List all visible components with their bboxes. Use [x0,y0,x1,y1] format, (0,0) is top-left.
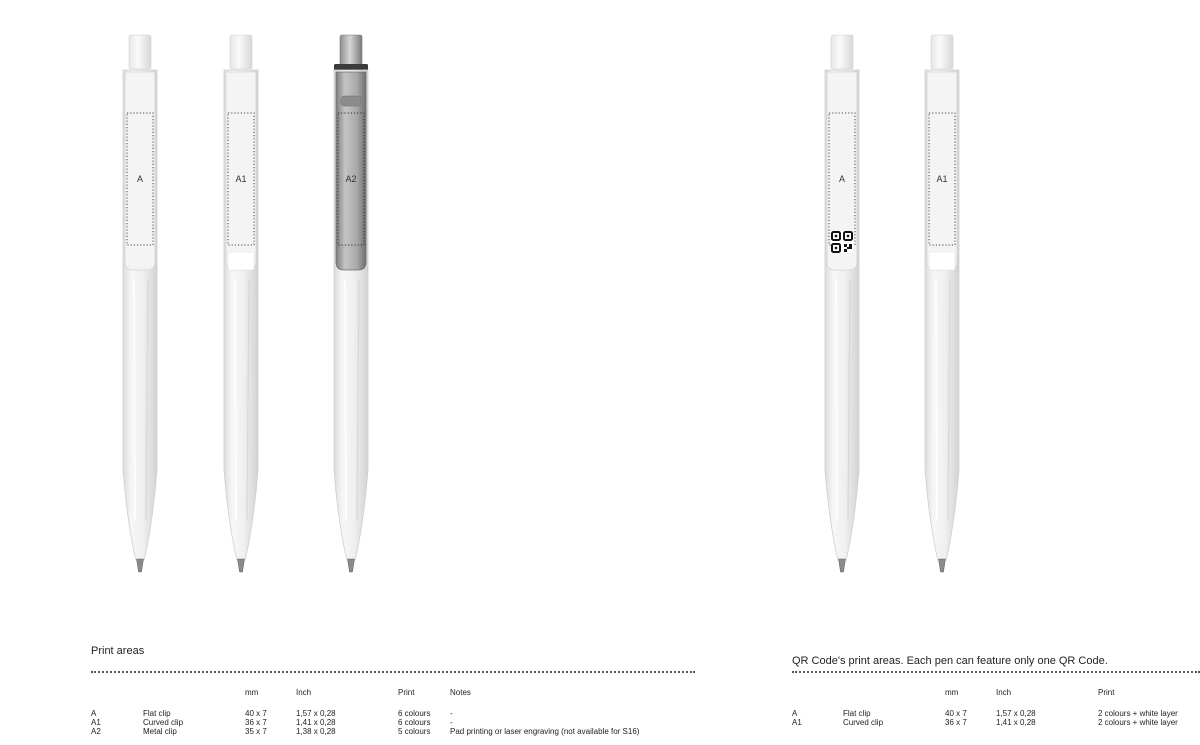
size-inch: 1,57 x 0,28 [296,709,336,718]
column-header [91,687,143,709]
qr-print-areas-table [792,687,1192,727]
column-header-notes: Notes [450,687,471,697]
size-inch: 1,57 x 0,28 [996,709,1036,718]
barrel-highlight [235,280,236,520]
column-header [143,687,245,709]
qr-print-areas-divider [792,671,1200,673]
pen-clip [927,72,957,270]
push-button [129,35,151,69]
table-row [792,709,1192,718]
pen-tip [348,559,355,572]
clip-type: Flat clip [143,709,171,718]
print-area-label: A1 [235,174,247,184]
pen-flat-clip [123,35,157,572]
size-inch: 1,41 x 0,28 [996,718,1036,727]
print-colours: 6 colours [398,718,431,727]
clip-curve [228,252,254,270]
column-header-print: Print [1098,687,1115,697]
print-area-label: A2 [345,174,357,184]
pen-metal-clip [334,35,368,572]
table-row [792,718,1192,727]
size-inch: 1,38 x 0,28 [296,727,336,736]
pen-curved-clip [925,35,959,572]
column-header [792,687,843,709]
table-header-row [792,687,1192,709]
print-area-label: A [136,174,144,184]
print-areas-title: Print areas [91,645,145,657]
pen-curved-clip [224,35,258,572]
table-row [91,709,681,718]
print-area-label: A1 [936,174,948,184]
area-code: A1 [792,718,802,727]
area-code: A1 [91,718,101,727]
push-button [831,35,853,69]
table-row [91,718,681,727]
size-mm: 40 x 7 [945,709,967,718]
table-header-row [91,687,681,709]
column-header-mm: mm [945,687,959,697]
notes: Pad printing or laser engraving (not available for S16) [450,727,640,736]
barrel-highlight [134,280,135,520]
pen-tip [939,559,946,572]
qr-code-icon [831,231,853,253]
notes: - [450,718,453,727]
size-mm: 40 x 7 [245,709,267,718]
print-colours: 6 colours [398,709,431,718]
size-mm: 36 x 7 [945,718,967,727]
pen-clip [125,72,155,270]
column-header [843,687,945,709]
clip-type: Metal clip [143,727,177,736]
barrel-highlight [836,280,837,520]
pen-clip [226,72,256,270]
area-code: A2 [91,727,101,736]
qr-print-areas-title: QR Code's print areas. Each pen can feature only one QR Code. [792,655,1108,667]
column-header-mm: mm [245,687,259,697]
column-header-inch: Inch [296,687,312,697]
area-code: A [91,709,97,718]
size-mm: 35 x 7 [245,727,267,736]
size-mm: 36 x 7 [245,718,267,727]
push-button [230,35,252,69]
column-header-print: Print [398,687,415,697]
print-areas-table [91,687,681,736]
print-area-label: A [838,174,846,184]
area-code: A [792,709,798,718]
size-inch: 1,41 x 0,28 [296,718,336,727]
barrel-highlight [345,280,346,520]
clip-type: Curved clip [843,718,884,727]
print-colours: 5 colours [398,727,431,736]
clip-curve [929,252,955,270]
barrel-highlight [936,280,937,520]
clip-type: Curved clip [143,718,184,727]
push-button [340,35,362,69]
clip-slot [341,96,361,106]
print-areas-divider [91,671,695,673]
notes: - [450,709,453,718]
push-button [931,35,953,69]
pen-tip [137,559,144,572]
pen-tip [238,559,245,572]
print-colours: 2 colours + white layer [1098,709,1178,718]
pen-tip [839,559,846,572]
pen-flat-clip [825,35,859,572]
column-header-inch: Inch [996,687,1012,697]
table-row [91,727,681,736]
clip-type: Flat clip [843,709,871,718]
print-colours: 2 colours + white layer [1098,718,1178,727]
